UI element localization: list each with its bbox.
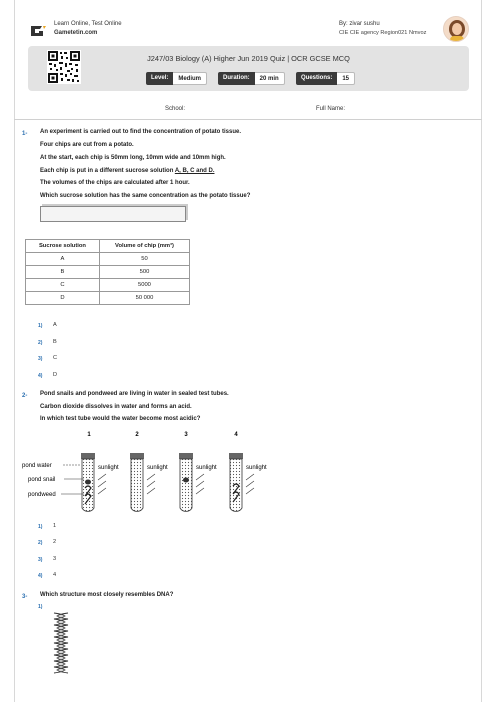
questions-badge: [296, 72, 355, 85]
sunlight-label: sunlight: [98, 465, 119, 471]
option-number: 2): [38, 540, 43, 546]
option-number: 4): [38, 373, 43, 379]
brand-site-link[interactable]: Gametetin.com: [54, 30, 98, 36]
gametetin-logo-icon: [30, 24, 47, 38]
question-text: Carbon dioxide dissolves in water and forms an acid.: [40, 404, 192, 410]
question-text: Each chip is put in a different sucrose solution A, B, C and D.: [40, 168, 215, 174]
question-text: An experiment is carried out to find the concentration of potato tissue.: [40, 129, 242, 135]
option-number: 3): [38, 557, 43, 563]
table-header: Volume of chip (mm³): [99, 240, 189, 253]
quiz-banner: [28, 46, 469, 91]
duration-value: 20 min: [255, 72, 285, 85]
questions-value: 15: [337, 72, 355, 85]
option-number: 3): [38, 356, 43, 362]
sunlight-label: sunlight: [246, 465, 267, 471]
question-text: Which sucrose solution has the same concentration as the potato tissue?: [40, 193, 251, 199]
avatar: [443, 16, 469, 42]
option-number: 2): [38, 340, 43, 346]
dna-option-image[interactable]: [52, 611, 70, 675]
option-number: 1): [38, 524, 43, 530]
option-number: 1): [38, 604, 43, 610]
divider: [14, 119, 482, 120]
option-2[interactable]: 2: [53, 539, 57, 545]
potato-chip-diagram: [40, 206, 186, 222]
question-number: 2-: [22, 393, 28, 399]
tube-number: 2: [135, 432, 139, 438]
pond-snail-label: pond snail: [28, 477, 56, 483]
sunlight-label: sunlight: [196, 465, 217, 471]
level-value: Medium: [173, 72, 207, 85]
author: By: zivar sushu: [339, 21, 380, 27]
school-field[interactable]: School:: [165, 106, 186, 112]
question-text: Pond snails and pondweed are living in water in sealed test tubes.: [40, 391, 229, 397]
test-tube-2: [130, 453, 168, 511]
duration-badge: [218, 72, 285, 85]
pondweed-label: pondweed: [28, 492, 56, 498]
test-tube-4: [229, 453, 267, 511]
question-text: Which structure most closely resembles DNA?: [40, 592, 174, 598]
option-number: 1): [38, 323, 43, 329]
tube-number: 3: [184, 432, 188, 438]
tube-number: 4: [234, 432, 238, 438]
agency: CIE CIE agency Region021 Nmvoz: [339, 30, 427, 36]
question-text: At the start, each chip is 50mm long, 10mm wide and 10mm high.: [40, 155, 226, 161]
question-number: 1-: [22, 131, 28, 137]
option-c[interactable]: C: [53, 355, 58, 361]
question-text: In which test tube would the water become most acidic?: [40, 416, 201, 422]
underlined-text: A, B, C and D.: [174, 168, 215, 174]
option-4[interactable]: 4: [53, 572, 57, 578]
test-tubes-diagram: [22, 428, 282, 528]
question-text: Four chips are cut from a potato.: [40, 142, 134, 148]
option-b[interactable]: B: [53, 339, 57, 345]
questions-label: Questions:: [296, 72, 337, 85]
quiz-title: J247/03 Biology (A) Higher Jun 2019 Quiz | OCR GCSE MCQ: [147, 54, 350, 63]
brand-tagline: Learn Online, Test Online: [54, 21, 122, 27]
option-3[interactable]: 3: [53, 556, 57, 562]
option-d[interactable]: D: [53, 372, 58, 378]
table-row: A 50: [26, 253, 190, 266]
table-row: D 50 000: [26, 292, 190, 305]
question-number: 3-: [22, 594, 28, 600]
tube-number: 1: [87, 432, 91, 438]
sunlight-label: sunlight: [147, 465, 168, 471]
option-number: 4): [38, 573, 43, 579]
level-label: Level:: [146, 72, 173, 85]
test-tube-3: [179, 453, 217, 511]
table-row: C 5000: [26, 279, 190, 292]
sucrose-table: [25, 239, 190, 305]
full-name-field[interactable]: Full Name:: [316, 106, 346, 112]
question-text: The volumes of the chips are calculated after 1 hour.: [40, 180, 190, 186]
test-tube-1: [81, 453, 119, 511]
duration-label: Duration:: [218, 72, 255, 85]
level-badge: [146, 72, 207, 85]
page-header: [30, 19, 470, 45]
table-header-row: [26, 240, 190, 253]
table-row: B 500: [26, 266, 190, 279]
table-header: Sucrose solution: [26, 240, 100, 253]
option-1[interactable]: 1: [53, 523, 57, 529]
option-a[interactable]: A: [53, 322, 57, 328]
pond-water-label: pond water: [22, 463, 52, 469]
